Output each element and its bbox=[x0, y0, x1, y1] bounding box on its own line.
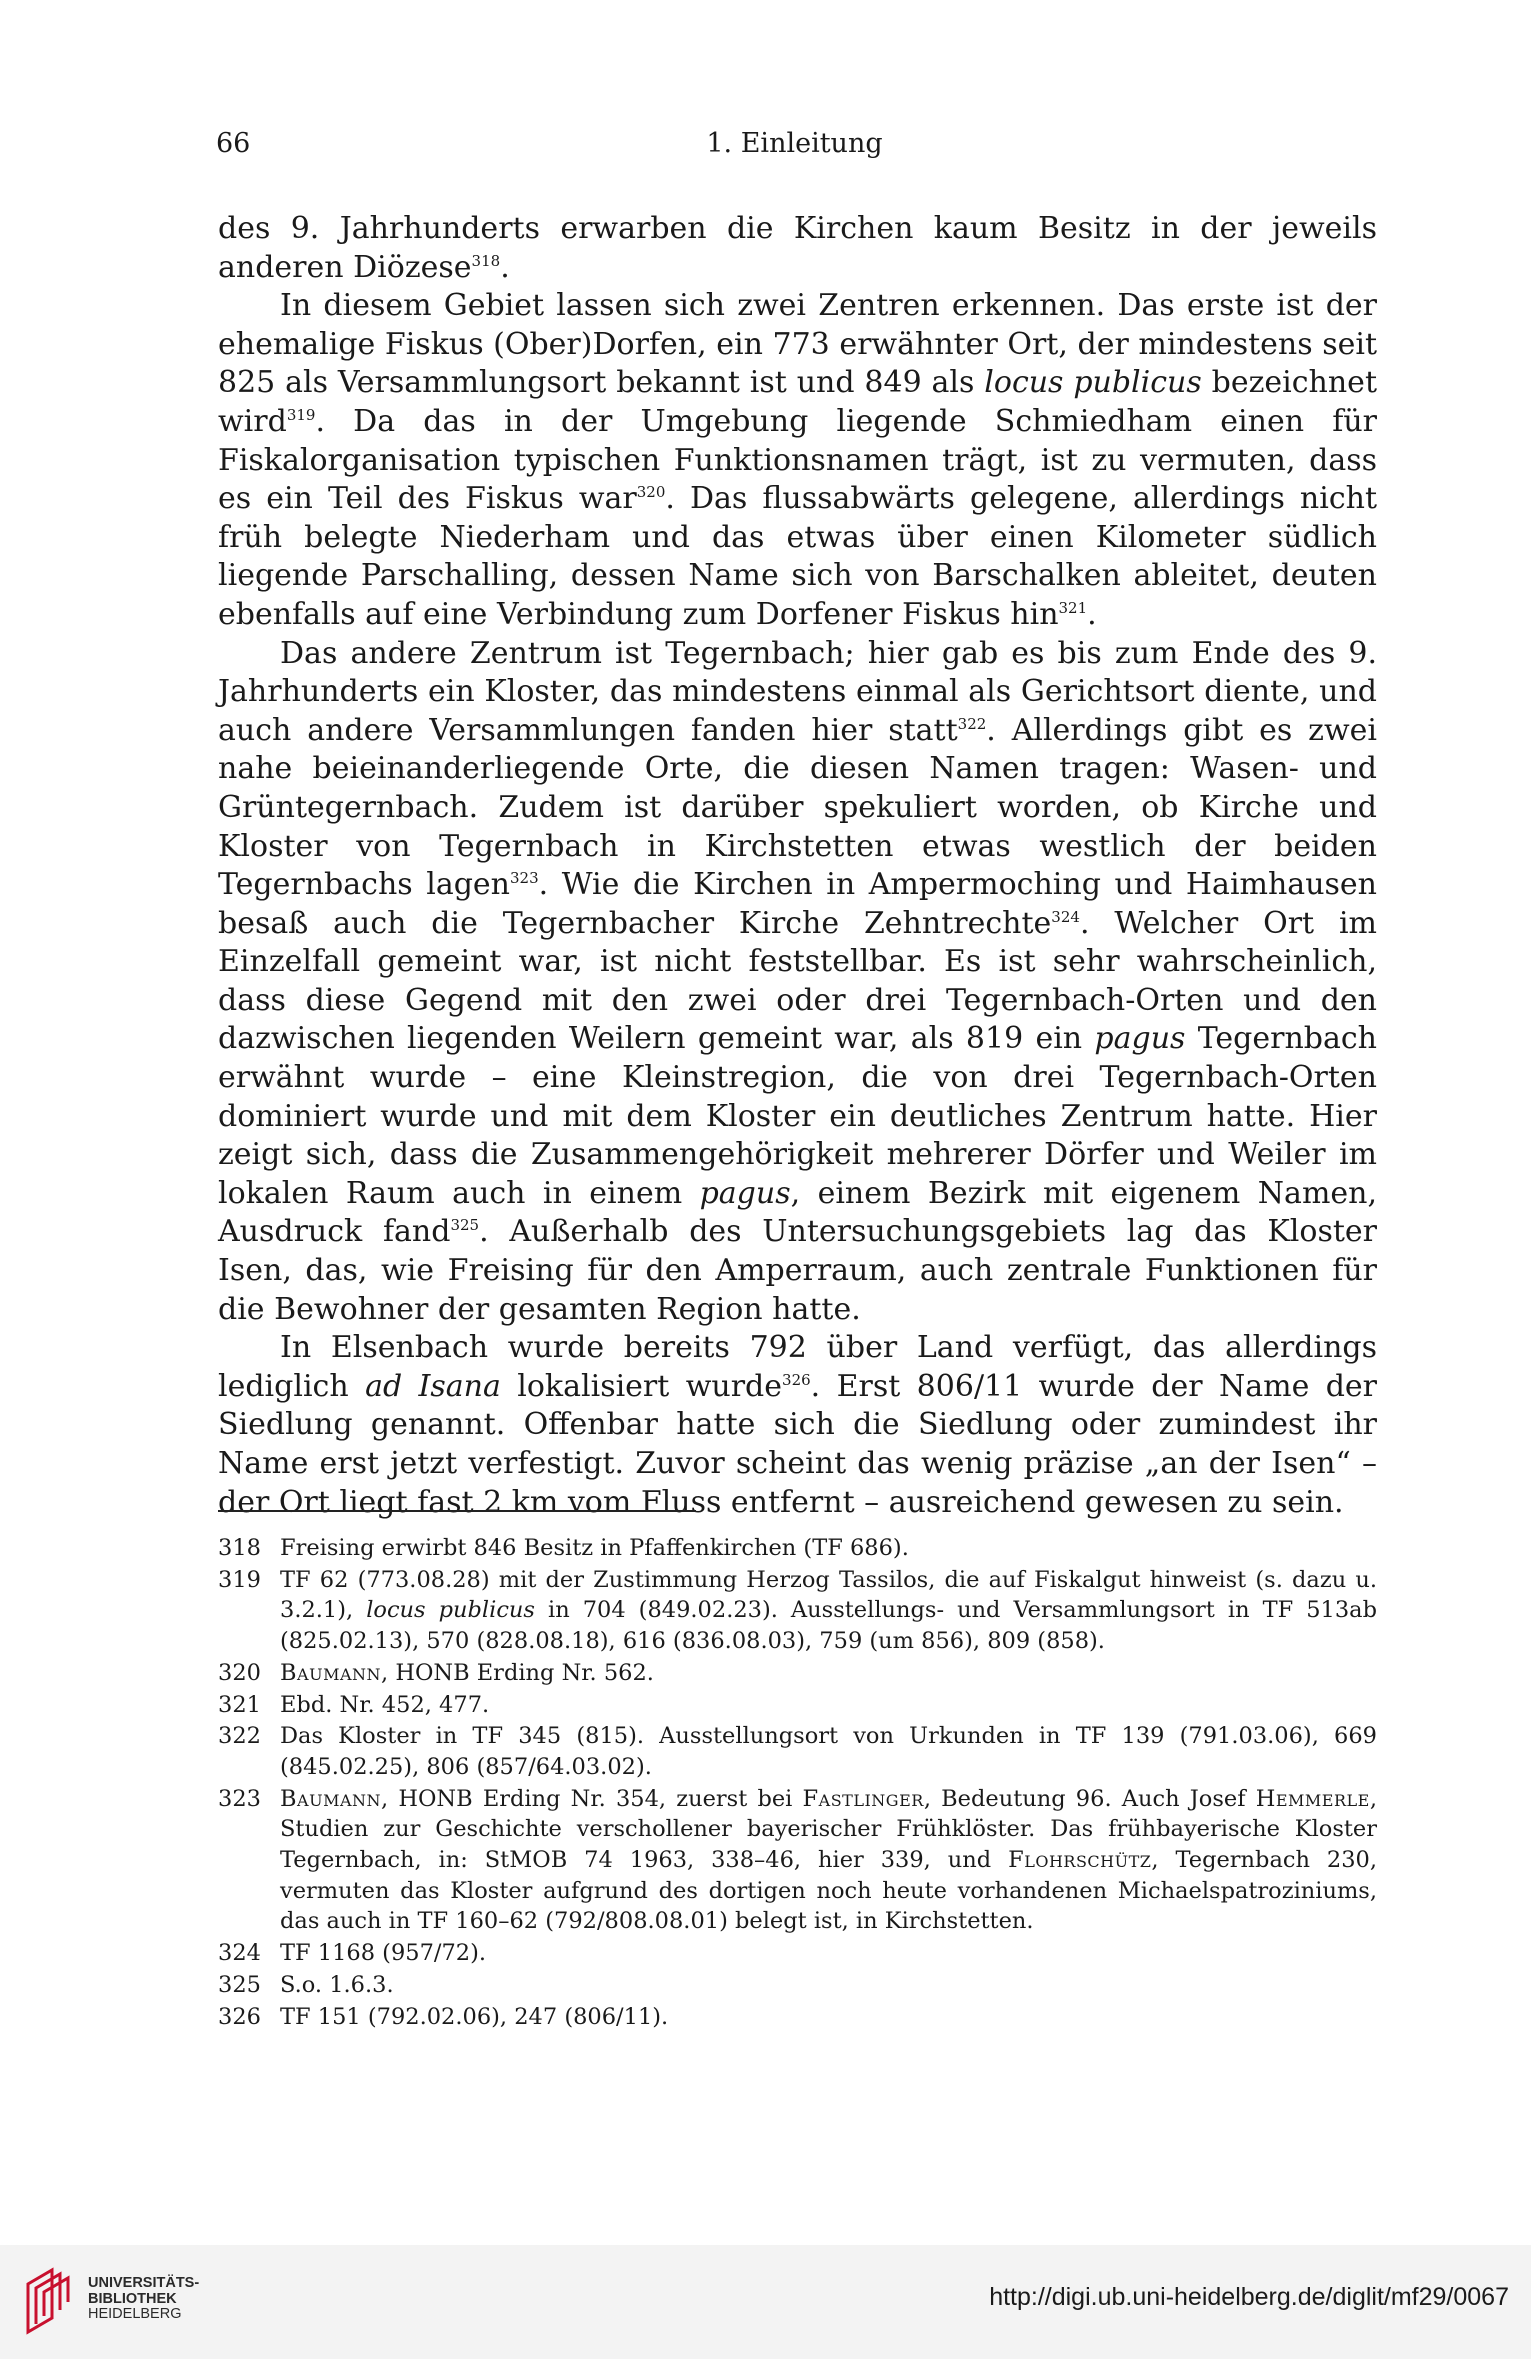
text-run: . Erst 806/11 wurde der Name der Siedlung genannt. Offenbar hatte sich die Siedlung oder zumindest ihr Name erst jetzt verfestigt. Zuvor scheint das wenig präzise „an der Isen“ – der Ort liegt fast 2 km vom Fluss entfernt – ausreichend gewesen zu sein. bbox=[218, 1368, 1378, 1520]
footnote-number: 323 bbox=[218, 1785, 261, 1812]
logo-line: BIBLIOTHEK bbox=[88, 2290, 177, 2307]
text-run: . Da das in der Umgebung liegende Schmiedham einen für Fiskalorganisation typischen Funktionsnamen trägt, ist zu vermuten, dass es ein Teil des Fiskus war bbox=[218, 403, 1377, 517]
text-run: TF 62 (773.08.28) mit der Zustimmung Herzog Tassilos, die auf Fiskalgut hinweist (s. dazu u. 3.2.1), bbox=[280, 1566, 1377, 1624]
logo-line: UNIVERSITÄTS- bbox=[88, 2275, 200, 2291]
footnote bbox=[218, 1565, 1377, 1657]
paragraph bbox=[218, 1329, 1377, 1522]
text-run: . Allerdings gibt es zwei nahe beieinanderliegende Orte, die diesen Namen tragen: Wasen- und Grüntegernbach. Zudem ist darüber spekuliert worden, ob Kirche und Kloster von Tegernbach in Kirchstetten etwas westlich der beiden Tegernbachs lagen bbox=[218, 712, 1377, 903]
footnote-text bbox=[280, 1567, 1377, 1654]
footnote-reference: 321 bbox=[1058, 598, 1088, 617]
author-name: Fastlinger bbox=[802, 1785, 924, 1812]
italic-term: ad Isana bbox=[365, 1368, 501, 1404]
footnote bbox=[218, 1938, 1377, 1969]
footnote-separator bbox=[218, 1510, 696, 1512]
footnote bbox=[218, 1721, 1377, 1782]
footnote-number: 321 bbox=[218, 1691, 261, 1718]
main-text bbox=[218, 210, 1377, 1522]
footnote bbox=[218, 1533, 1377, 1564]
running-title: 1. Einleitung bbox=[706, 128, 883, 159]
text-run: bezeichnet wird bbox=[218, 365, 1377, 439]
footnote-reference: 322 bbox=[957, 714, 987, 733]
text-run: , HONB Erding Nr. 562. bbox=[381, 1659, 654, 1686]
text-run: . Außerhalb des Untersuchungsgebiets lag das Kloster Isen, das, wie Freising für den Amperraum, auch zentrale Funktionen für die Bewohner der gesamten Region hatte. bbox=[218, 1214, 1377, 1327]
footnote-text bbox=[280, 1660, 654, 1686]
text-run: in 704 (849.02.23). Ausstellungs- und Versammlungsort in TF 513ab (825.02.13), 570 (828.08.18), 616 (836.08.03), 759 (um 856), 809 (858). bbox=[280, 1597, 1377, 1655]
text-run: , Bedeutung 96. Auch Josef bbox=[923, 1785, 1256, 1812]
footnotes bbox=[218, 1533, 1377, 2033]
text-run: . Wie die Kirchen in Ampermoching und Haimhausen besaß auch die Tegernbacher Kirche Zehntrechte bbox=[218, 867, 1377, 941]
italic-term: locus publicus bbox=[366, 1597, 535, 1624]
paragraph bbox=[218, 210, 1377, 287]
text-run: , HONB Erding Nr. 354, zuerst bei bbox=[381, 1785, 803, 1812]
footnote-text bbox=[280, 2004, 668, 2030]
author-name: Hemmerle bbox=[1255, 1785, 1370, 1812]
footnote-reference: 319 bbox=[286, 405, 316, 424]
footnote-reference: 323 bbox=[510, 869, 539, 888]
text-run: . Das flussabwärts gelegene, allerdings nicht früh belegte Niederham und das etwas über einen Kilometer südlich liegende Parschalling, dessen Name sich von Barschalken ableitet, deuten ebenfalls auf eine Verbindung zum Dorfener Fiskus hin bbox=[218, 481, 1377, 632]
text-run: , Studien zur Geschichte verschollener bayerischer Frühklöster. Das frühbayerische Kloster Tegernbach, in: StMOB 74 1963, 338–46, hier 339, und bbox=[280, 1785, 1377, 1874]
footnote bbox=[218, 2002, 1377, 2033]
text-run: lokalisiert wurde bbox=[500, 1368, 783, 1404]
footnote bbox=[218, 1784, 1377, 1938]
text-run: . Welcher Ort im Einzelfall gemeint war, ist nicht feststellbar. Es ist sehr wahrscheinlich, dass diese Gegend mit den zwei oder drei Tegernbach-Orten und den dazwischen liegenden Weilern gemeint war, als 819 ein bbox=[218, 905, 1377, 1057]
italic-term: pagus bbox=[699, 1175, 791, 1211]
text-run: Freising erwirbt 846 Besitz in Pfaffenkirchen (TF 686). bbox=[280, 1535, 909, 1561]
footnote-text bbox=[280, 1535, 909, 1561]
text-run: Das Kloster in TF 345 (815). Ausstellungsort von Urkunden in TF 139 (791.03.06), 669 (845.02.25), 806 (857/64.03.02). bbox=[280, 1723, 1377, 1780]
text-run: des 9. Jahrhunderts erwarben die Kirchen kaum Besitz in der jeweils anderen Diözese bbox=[218, 211, 1377, 285]
text-run: S.o. 1.6.3. bbox=[280, 1971, 394, 1998]
footnote-number: 320 bbox=[218, 1659, 261, 1686]
page-number: 66 bbox=[216, 128, 251, 159]
footnote-text bbox=[280, 1940, 486, 1966]
text-run: Ebd. Nr. 452, 477. bbox=[280, 1691, 490, 1718]
footnote-number: 325 bbox=[218, 1971, 261, 1998]
text-run: Tegernbach erwähnt wurde – eine Kleinstregion, die von drei Tegernbach-Orten dominiert wurde und mit dem Kloster ein deutliches Zentrum hatte. Hier zeigt sich, dass die Zusammengehörigkeit mehrerer Dörfer und Weiler im lokalen Raum auch in einem bbox=[218, 1021, 1377, 1211]
footnote-number: 326 bbox=[218, 2003, 261, 2030]
footnote-number: 324 bbox=[218, 1940, 261, 1967]
footnote bbox=[218, 1690, 1377, 1721]
author-name: Baumann bbox=[280, 1659, 382, 1686]
library-logo-text bbox=[88, 2276, 199, 2323]
footnote-reference: 325 bbox=[450, 1216, 480, 1235]
text-run: , einem Bezirk mit eigenem Namen, Ausdruck fand bbox=[218, 1175, 1377, 1250]
footnote bbox=[218, 1970, 1377, 2001]
italic-term: pagus bbox=[1094, 1021, 1186, 1057]
logo-line: HEIDELBERG bbox=[88, 2306, 182, 2322]
text-run: , Tegernbach 230, vermuten das Kloster aufgrund des dortigen noch heute vorhandenen Michaelspatroziniums, das auch in TF 160–62 (792/808.08.01) belegt ist, in Kirchstetten. bbox=[280, 1847, 1377, 1935]
footnote-number: 322 bbox=[218, 1723, 261, 1750]
source-url-link[interactable]: http://digi.ub.uni-heidelberg.de/diglit/mf29/0067 bbox=[989, 2283, 1509, 2311]
footnote-number: 318 bbox=[218, 1535, 261, 1561]
text-run: . bbox=[1087, 596, 1097, 632]
library-logo-icon bbox=[22, 2262, 80, 2340]
footnote-number: 319 bbox=[218, 1566, 261, 1593]
italic-term: locus publicus bbox=[984, 365, 1202, 401]
footnote-reference: 318 bbox=[471, 251, 501, 270]
text-run: In Elsenbach wurde bereits 792 über Land verfügt, das allerdings lediglich bbox=[218, 1330, 1377, 1404]
footnote bbox=[218, 1658, 1377, 1689]
footnote-reference: 324 bbox=[1051, 907, 1080, 926]
text-run: In diesem Gebiet lassen sich zwei Zentren erkennen. Das erste ist der ehemalige Fiskus (Ober)Dorfen, ein 773 erwähnter Ort, der mindestens seit 825 als Versammlungsort bekannt ist und 849 als bbox=[218, 288, 1377, 401]
footnote-text bbox=[280, 1692, 489, 1718]
paragraph bbox=[218, 287, 1377, 634]
footnote-text bbox=[280, 1723, 1377, 1780]
footnote-text bbox=[280, 1786, 1377, 1935]
running-header bbox=[216, 128, 1373, 168]
text-run: . bbox=[500, 249, 510, 285]
author-name: Flohrschütz bbox=[1008, 1847, 1152, 1874]
paragraph bbox=[218, 635, 1377, 1330]
text-run: TF 151 (792.02.06), 247 (806/11). bbox=[280, 2003, 669, 2030]
footnote-text bbox=[280, 1972, 394, 1998]
footnote-reference: 320 bbox=[636, 483, 666, 502]
text-run: TF 1168 (957/72). bbox=[280, 1940, 487, 1967]
author-name: Baumann bbox=[280, 1785, 382, 1812]
footnote-reference: 326 bbox=[782, 1370, 811, 1389]
text-run: Das andere Zentrum ist Tegernbach; hier gab es bis zum Ende des 9. Jahrhunderts ein Kloster, das mindestens einmal als Gerichtsort diente, und auch andere Versammlungen fanden hier statt bbox=[218, 635, 1377, 748]
